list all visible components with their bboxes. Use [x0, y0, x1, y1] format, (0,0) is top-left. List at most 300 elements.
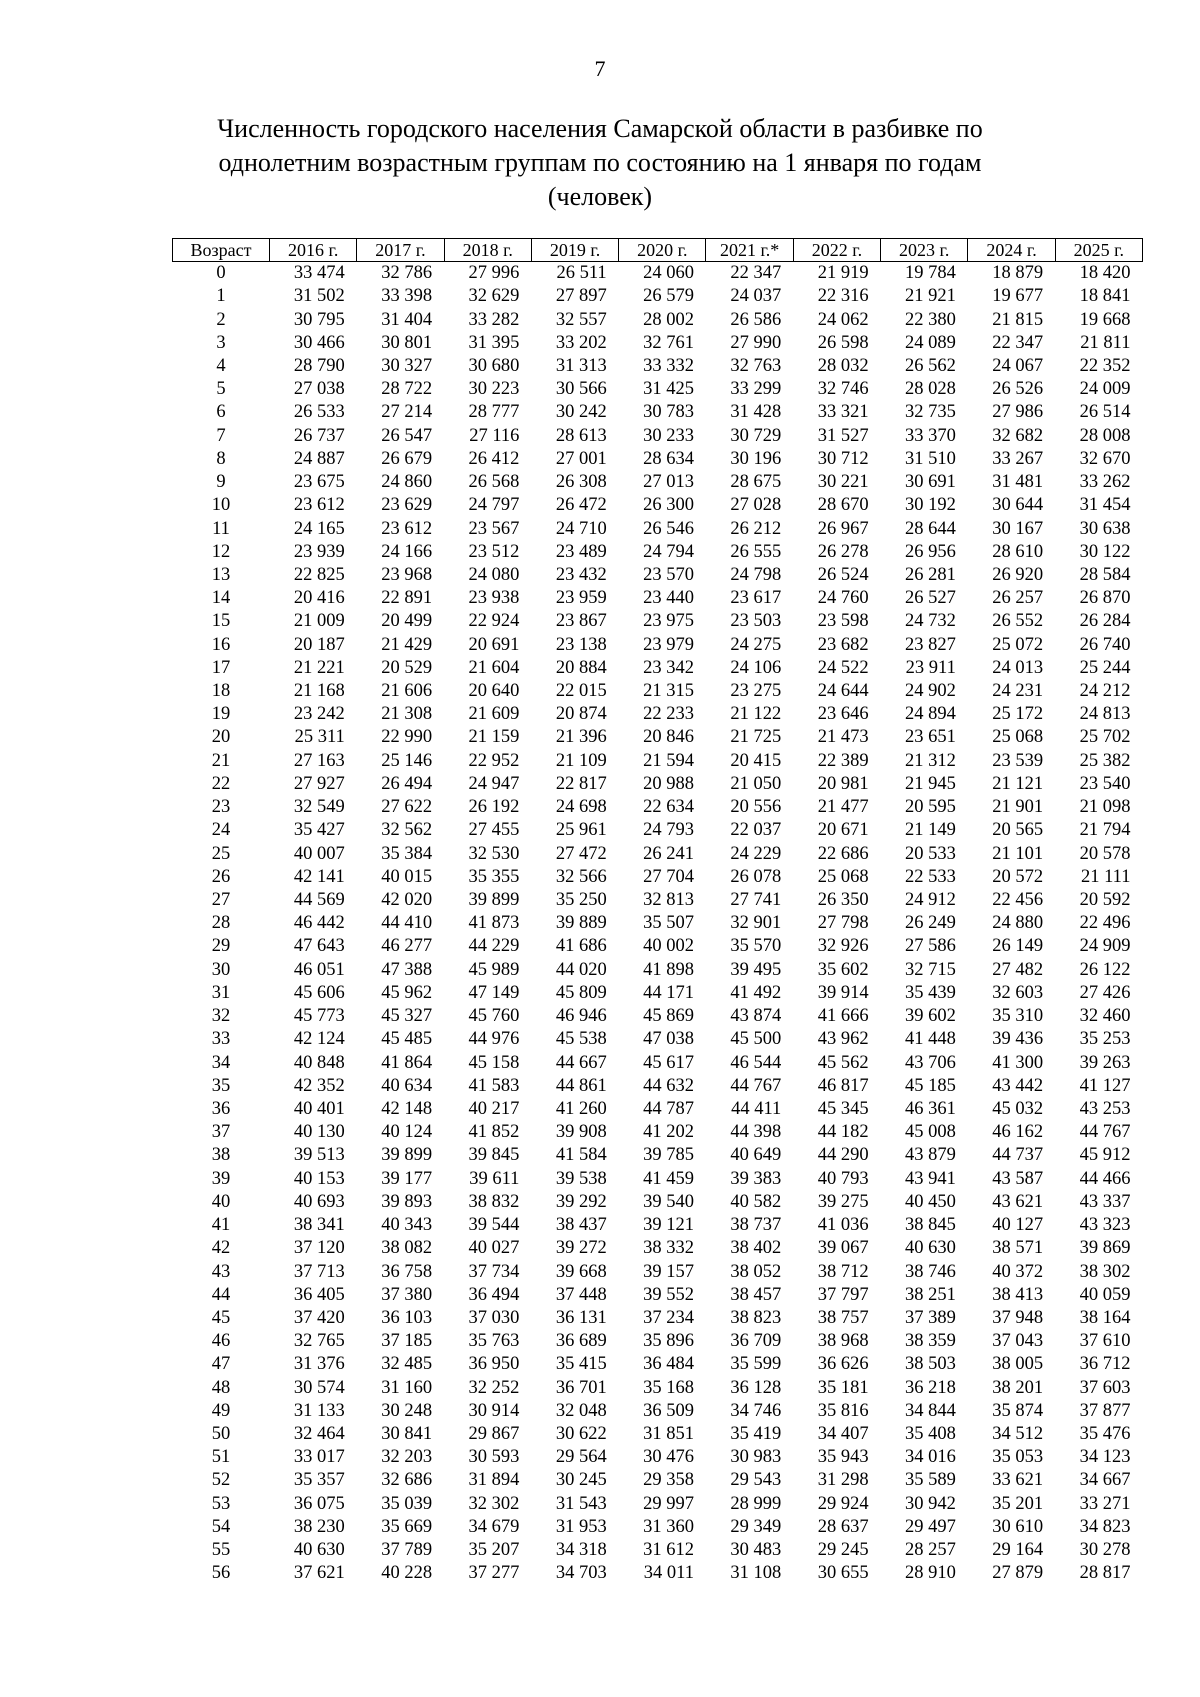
population-cell: 36 509 — [643, 1400, 694, 1421]
population-cell: 21 121 — [992, 773, 1044, 794]
population-cell: 39 383 — [730, 1168, 782, 1189]
age-cell: 56 — [211, 1563, 231, 1584]
column-header-year: 2022 г. — [793, 239, 880, 262]
population-cell: 21 149 — [905, 820, 956, 841]
population-cell: 21 159 — [468, 727, 520, 748]
age-cell: 22 — [211, 773, 231, 794]
population-cell: 32 485 — [381, 1354, 433, 1375]
age-cell: 20 — [211, 727, 231, 748]
population-cell: 45 500 — [730, 1029, 782, 1050]
population-cell: 34 823 — [1079, 1516, 1131, 1537]
table-row — [173, 1539, 1143, 1562]
population-cell: 44 737 — [992, 1145, 1044, 1166]
population-cell: 34 011 — [643, 1563, 694, 1584]
population-cell: 26 967 — [817, 518, 869, 539]
population-cell: 42 124 — [293, 1029, 345, 1050]
population-cell: 22 634 — [643, 797, 694, 818]
population-cell: 26 284 — [1079, 611, 1131, 632]
population-cell: 32 686 — [381, 1470, 433, 1491]
population-cell: 21 477 — [817, 797, 869, 818]
age-cell: 16 — [211, 634, 231, 655]
population-cell: 39 513 — [293, 1145, 345, 1166]
population-cell: 44 290 — [817, 1145, 869, 1166]
population-cell: 26 527 — [905, 588, 956, 609]
population-cell: 39 538 — [555, 1168, 607, 1189]
population-cell: 32 682 — [992, 425, 1044, 446]
population-cell: 22 686 — [817, 843, 869, 864]
column-header-year: 2017 г. — [357, 239, 444, 262]
population-cell: 18 879 — [992, 263, 1044, 284]
table-row — [173, 1284, 1143, 1307]
age-cell: 27 — [211, 890, 231, 911]
population-cell: 21 794 — [1079, 820, 1131, 841]
population-cell: 22 233 — [643, 704, 694, 725]
table-row — [173, 1005, 1143, 1028]
population-cell: 35 168 — [643, 1377, 694, 1398]
table-header — [173, 239, 1143, 262]
population-cell: 30 638 — [1079, 518, 1131, 539]
population-cell: 23 629 — [381, 495, 433, 516]
population-cell: 26 526 — [992, 379, 1044, 400]
population-cell: 45 562 — [817, 1052, 869, 1073]
population-cell: 38 968 — [817, 1331, 869, 1352]
table-row — [173, 378, 1143, 401]
population-cell: 27 990 — [730, 332, 782, 353]
population-cell: 23 682 — [817, 634, 869, 655]
population-cell: 30 223 — [468, 379, 520, 400]
population-cell: 26 598 — [817, 332, 869, 353]
population-cell: 32 302 — [468, 1493, 520, 1514]
population-cell: 30 566 — [555, 379, 607, 400]
population-cell: 24 912 — [905, 890, 956, 911]
population-cell: 45 008 — [905, 1122, 956, 1143]
population-cell: 36 494 — [468, 1284, 520, 1305]
population-cell: 26 514 — [1079, 402, 1131, 423]
age-cell: 10 — [211, 495, 231, 516]
table-row — [173, 796, 1143, 819]
population-cell: 45 485 — [381, 1029, 433, 1050]
population-cell: 31 160 — [381, 1377, 433, 1398]
population-cell: 45 773 — [293, 1006, 345, 1027]
column-header-year: 2019 г. — [531, 239, 618, 262]
population-cell: 28 722 — [381, 379, 433, 400]
table-row — [173, 819, 1143, 842]
table-row — [173, 517, 1143, 540]
population-cell: 30 483 — [730, 1540, 782, 1561]
population-cell: 26 579 — [643, 286, 694, 307]
population-cell: 44 667 — [555, 1052, 607, 1073]
population-cell: 30 622 — [555, 1424, 607, 1445]
population-table — [172, 238, 1143, 1585]
population-cell: 31 454 — [1079, 495, 1131, 516]
age-cell: 13 — [211, 564, 231, 585]
population-cell: 31 543 — [555, 1493, 607, 1514]
population-cell: 39 544 — [468, 1215, 520, 1236]
population-cell: 25 961 — [555, 820, 607, 841]
population-cell: 38 341 — [293, 1215, 345, 1236]
population-cell: 38 457 — [730, 1284, 782, 1305]
population-cell: 38 746 — [905, 1261, 956, 1282]
population-cell: 26 546 — [643, 518, 694, 539]
population-cell: 28 584 — [1079, 564, 1131, 585]
population-cell: 44 182 — [817, 1122, 869, 1143]
population-cell: 37 621 — [293, 1563, 345, 1584]
population-cell: 21 050 — [730, 773, 782, 794]
population-cell: 37 789 — [381, 1540, 433, 1561]
population-cell: 36 689 — [555, 1331, 607, 1352]
population-cell: 40 693 — [293, 1191, 345, 1212]
population-cell: 30 644 — [992, 495, 1044, 516]
population-cell: 21 101 — [992, 843, 1044, 864]
population-cell: 23 242 — [293, 704, 345, 725]
population-cell: 24 009 — [1079, 379, 1131, 400]
population-cell: 29 867 — [468, 1424, 520, 1445]
document-title — [150, 112, 1050, 214]
population-cell: 32 901 — [730, 913, 782, 934]
table-row — [173, 1191, 1143, 1214]
population-cell: 35 943 — [817, 1447, 869, 1468]
population-cell: 21 594 — [643, 750, 694, 771]
population-cell: 34 016 — [905, 1447, 956, 1468]
population-cell: 35 763 — [468, 1331, 520, 1352]
population-cell: 30 242 — [555, 402, 607, 423]
population-cell: 39 611 — [469, 1168, 520, 1189]
population-cell: 33 299 — [730, 379, 782, 400]
population-cell: 30 795 — [293, 309, 345, 330]
population-cell: 35 384 — [381, 843, 433, 864]
population-cell: 20 565 — [992, 820, 1044, 841]
population-cell: 40 002 — [643, 936, 694, 957]
population-cell: 40 848 — [293, 1052, 345, 1073]
population-cell: 26 533 — [293, 402, 345, 423]
population-cell: 21 606 — [381, 681, 433, 702]
population-cell: 31 481 — [992, 472, 1044, 493]
header-row — [173, 239, 1143, 262]
title-line: Численность городского населения Самарской области в разбивке по — [217, 114, 983, 143]
population-cell: 28 637 — [817, 1516, 869, 1537]
column-header-year: 2018 г. — [444, 239, 531, 262]
population-cell: 32 813 — [643, 890, 694, 911]
population-cell: 24 710 — [555, 518, 607, 539]
population-cell: 47 643 — [293, 936, 345, 957]
population-cell: 20 874 — [555, 704, 607, 725]
population-cell: 23 512 — [468, 541, 520, 562]
population-cell: 30 610 — [992, 1516, 1044, 1537]
population-cell: 35 874 — [992, 1400, 1044, 1421]
table-row — [173, 703, 1143, 726]
population-cell: 35 816 — [817, 1400, 869, 1421]
population-cell: 39 275 — [817, 1191, 869, 1212]
population-cell: 38 503 — [905, 1354, 956, 1375]
population-cell: 41 459 — [643, 1168, 694, 1189]
population-cell: 30 233 — [643, 425, 694, 446]
population-cell: 41 448 — [905, 1029, 956, 1050]
population-cell: 22 533 — [905, 866, 956, 887]
population-cell: 44 632 — [643, 1075, 694, 1096]
population-cell: 47 038 — [643, 1029, 694, 1050]
population-cell: 38 832 — [468, 1191, 520, 1212]
table-row — [173, 1307, 1143, 1330]
population-cell: 36 950 — [468, 1354, 520, 1375]
population-cell: 28 817 — [1079, 1563, 1131, 1584]
population-cell: 35 310 — [992, 1006, 1044, 1027]
population-cell: 36 218 — [905, 1377, 956, 1398]
population-cell: 35 896 — [643, 1331, 694, 1352]
population-cell: 44 767 — [730, 1075, 782, 1096]
age-cell: 45 — [211, 1307, 231, 1328]
table-row — [173, 262, 1143, 286]
population-cell: 32 765 — [293, 1331, 345, 1352]
population-cell: 23 938 — [468, 588, 520, 609]
population-cell: 26 586 — [730, 309, 782, 330]
population-cell: 45 989 — [468, 959, 520, 980]
population-cell: 23 651 — [905, 727, 956, 748]
population-cell: 47 149 — [468, 982, 520, 1003]
population-cell: 38 571 — [992, 1238, 1044, 1259]
population-cell: 42 020 — [381, 890, 433, 911]
population-cell: 45 327 — [381, 1006, 433, 1027]
population-cell: 30 593 — [468, 1447, 520, 1468]
population-cell: 23 911 — [905, 657, 956, 678]
population-cell: 47 388 — [381, 959, 433, 980]
population-cell: 28 613 — [555, 425, 607, 446]
population-cell: 35 570 — [730, 936, 782, 957]
population-cell: 23 489 — [555, 541, 607, 562]
population-cell: 24 275 — [730, 634, 782, 655]
population-cell: 31 527 — [817, 425, 869, 446]
population-cell: 32 562 — [381, 820, 433, 841]
population-cell: 27 038 — [293, 379, 345, 400]
table-row — [173, 1493, 1143, 1516]
population-cell: 20 884 — [555, 657, 607, 678]
table-row — [173, 401, 1143, 424]
population-cell: 22 891 — [381, 588, 433, 609]
population-cell: 21 168 — [293, 681, 345, 702]
table-row — [173, 889, 1143, 912]
population-cell: 45 760 — [468, 1006, 520, 1027]
population-cell: 35 250 — [555, 890, 607, 911]
age-cell: 42 — [211, 1238, 231, 1259]
population-cell: 24 166 — [381, 541, 433, 562]
table-row — [173, 587, 1143, 610]
population-cell: 30 278 — [1079, 1540, 1131, 1561]
population-cell: 31 108 — [730, 1563, 782, 1584]
population-cell: 26 122 — [1079, 959, 1131, 980]
population-cell: 43 253 — [1079, 1098, 1131, 1119]
population-cell: 43 621 — [992, 1191, 1044, 1212]
population-cell: 22 389 — [817, 750, 869, 771]
table-row — [173, 564, 1143, 587]
population-cell: 23 646 — [817, 704, 869, 725]
population-cell: 26 740 — [1079, 634, 1131, 655]
population-cell: 37 380 — [381, 1284, 433, 1305]
age-cell: 55 — [211, 1540, 231, 1561]
population-cell: 26 249 — [905, 913, 956, 934]
age-cell: 29 — [211, 936, 231, 957]
population-cell: 35 355 — [468, 866, 520, 887]
population-cell: 25 244 — [1079, 657, 1131, 678]
population-cell: 37 234 — [643, 1307, 694, 1328]
population-cell: 35 599 — [730, 1354, 782, 1375]
population-cell: 38 251 — [905, 1284, 956, 1305]
population-cell: 46 162 — [992, 1122, 1044, 1143]
population-cell: 44 229 — [468, 936, 520, 957]
population-cell: 30 914 — [468, 1400, 520, 1421]
population-cell: 26 241 — [643, 843, 694, 864]
population-cell: 22 352 — [1079, 355, 1131, 376]
age-cell: 41 — [211, 1215, 231, 1236]
population-cell: 25 702 — [1079, 727, 1131, 748]
population-cell: 20 533 — [905, 843, 956, 864]
population-cell: 20 416 — [293, 588, 345, 609]
table-row — [173, 1446, 1143, 1469]
population-cell: 37 734 — [468, 1261, 520, 1282]
population-cell: 21 312 — [905, 750, 956, 771]
population-cell: 39 495 — [730, 959, 782, 980]
population-cell: 41 036 — [817, 1215, 869, 1236]
population-cell: 45 538 — [555, 1029, 607, 1050]
population-cell: 30 196 — [730, 448, 782, 469]
population-cell: 30 841 — [381, 1424, 433, 1445]
population-cell: 21 109 — [555, 750, 607, 771]
table-row — [173, 842, 1143, 865]
population-cell: 28 028 — [905, 379, 956, 400]
population-cell: 30 221 — [817, 472, 869, 493]
table-row — [173, 1260, 1143, 1283]
table-row — [173, 982, 1143, 1005]
population-cell: 37 120 — [293, 1238, 345, 1259]
population-cell: 24 062 — [817, 309, 869, 330]
population-cell: 25 311 — [294, 727, 345, 748]
age-cell: 35 — [211, 1075, 231, 1096]
population-cell: 37 420 — [293, 1307, 345, 1328]
table-row — [173, 308, 1143, 331]
population-cell: 32 203 — [381, 1447, 433, 1468]
population-cell: 27 897 — [555, 286, 607, 307]
population-cell: 31 395 — [468, 332, 520, 353]
population-cell: 29 997 — [643, 1493, 694, 1514]
population-cell: 32 557 — [555, 309, 607, 330]
population-cell: 33 398 — [381, 286, 433, 307]
population-cell: 20 671 — [817, 820, 869, 841]
population-cell: 24 231 — [992, 681, 1044, 702]
population-cell: 41 852 — [468, 1122, 520, 1143]
population-cell: 23 275 — [730, 681, 782, 702]
population-cell: 31 376 — [293, 1354, 345, 1375]
population-cell: 34 703 — [555, 1563, 607, 1584]
population-cell: 38 823 — [730, 1307, 782, 1328]
population-cell: 21 921 — [905, 286, 956, 307]
population-cell: 21 308 — [381, 704, 433, 725]
population-cell: 24 165 — [293, 518, 345, 539]
population-cell: 32 566 — [555, 866, 607, 887]
age-cell: 43 — [211, 1261, 231, 1282]
population-cell: 31 502 — [293, 286, 345, 307]
population-cell: 21 945 — [905, 773, 956, 794]
population-cell: 45 345 — [817, 1098, 869, 1119]
population-cell: 33 202 — [555, 332, 607, 353]
population-cell: 28 670 — [817, 495, 869, 516]
age-cell: 32 — [211, 1006, 231, 1027]
population-cell: 32 763 — [730, 355, 782, 376]
population-cell: 35 439 — [905, 982, 956, 1003]
population-cell: 46 361 — [905, 1098, 956, 1119]
population-cell: 44 398 — [730, 1122, 782, 1143]
population-cell: 24 067 — [992, 355, 1044, 376]
population-cell: 24 644 — [817, 681, 869, 702]
population-cell: 38 402 — [730, 1238, 782, 1259]
age-cell: 49 — [211, 1400, 231, 1421]
population-cell: 35 419 — [730, 1424, 782, 1445]
population-cell: 26 149 — [992, 936, 1044, 957]
population-cell: 23 539 — [992, 750, 1044, 771]
population-cell: 22 924 — [468, 611, 520, 632]
population-cell: 36 626 — [817, 1354, 869, 1375]
population-cell: 35 053 — [992, 1447, 1044, 1468]
population-cell: 38 052 — [730, 1261, 782, 1282]
population-cell: 23 503 — [730, 611, 782, 632]
population-cell: 28 675 — [730, 472, 782, 493]
population-cell: 30 122 — [1079, 541, 1131, 562]
population-cell: 40 228 — [381, 1563, 433, 1584]
table-row — [173, 355, 1143, 378]
population-cell: 39 292 — [555, 1191, 607, 1212]
age-cell: 38 — [211, 1145, 231, 1166]
population-cell: 21 919 — [817, 263, 869, 284]
population-cell: 40 450 — [905, 1191, 956, 1212]
population-cell: 35 357 — [293, 1470, 345, 1491]
population-cell: 26 308 — [555, 472, 607, 493]
population-cell: 29 358 — [643, 1470, 694, 1491]
population-cell: 33 282 — [468, 309, 520, 330]
population-cell: 23 570 — [643, 564, 694, 585]
age-cell: 21 — [211, 750, 231, 771]
population-cell: 24 797 — [468, 495, 520, 516]
table-row — [173, 1377, 1143, 1400]
population-cell: 35 602 — [817, 959, 869, 980]
population-cell: 32 603 — [992, 982, 1044, 1003]
age-cell: 54 — [211, 1516, 231, 1537]
population-cell: 45 032 — [992, 1098, 1044, 1119]
population-cell: 43 442 — [992, 1075, 1044, 1096]
population-cell: 37 603 — [1079, 1377, 1131, 1398]
table-row — [173, 1098, 1143, 1121]
population-cell: 43 874 — [730, 1006, 782, 1027]
table-row — [173, 541, 1143, 564]
column-header-year: 2016 г. — [270, 239, 357, 262]
population-cell: 36 709 — [730, 1331, 782, 1352]
population-cell: 35 476 — [1079, 1424, 1131, 1445]
title-line: однолетним возрастным группам по состоянию на 1 января по годам — [218, 148, 982, 177]
population-cell: 42 141 — [293, 866, 345, 887]
population-cell: 31 404 — [381, 309, 433, 330]
population-cell: 23 612 — [293, 495, 345, 516]
population-cell: 40 027 — [468, 1238, 520, 1259]
population-cell: 35 207 — [468, 1540, 520, 1561]
age-cell: 36 — [211, 1098, 231, 1119]
population-cell: 42 352 — [293, 1075, 345, 1096]
population-cell: 27 116 — [469, 425, 520, 446]
column-header-year: 2023 г. — [881, 239, 968, 262]
table-row — [173, 680, 1143, 703]
population-cell: 26 278 — [817, 541, 869, 562]
population-cell: 26 547 — [381, 425, 433, 446]
population-cell: 40 130 — [293, 1122, 345, 1143]
table-row — [173, 726, 1143, 749]
population-cell: 32 761 — [643, 332, 694, 353]
age-cell: 47 — [211, 1354, 231, 1375]
population-cell: 37 877 — [1079, 1400, 1131, 1421]
